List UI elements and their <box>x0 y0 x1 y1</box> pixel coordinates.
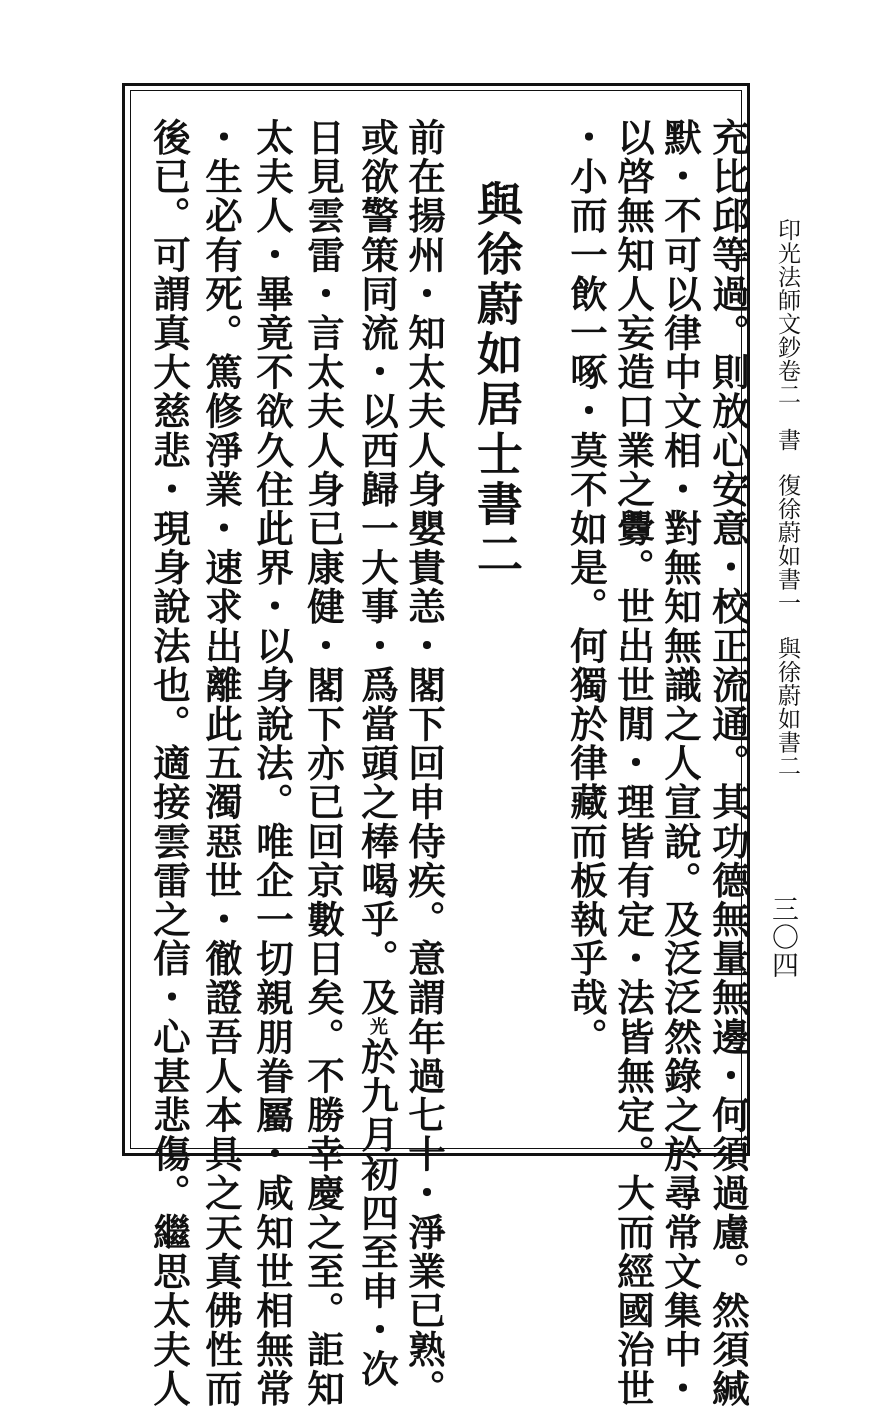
text-column: 日見雲雷・言太夫人身已康健・閣下亦已回京數日矣。不勝幸慶之至。詎知 <box>301 118 345 1408</box>
section-label: 書 <box>774 428 800 452</box>
author-self-reference: 光 <box>367 1017 388 1037</box>
page-number: 三〇四 <box>767 895 798 979</box>
text-column: 默・不可以律中文相・對無知無識之人宣說。及泛泛然錄之於尋常文集中・ <box>658 118 702 1408</box>
text-column: 或欲警策同流・以西歸一大事・爲當頭之棒喝乎。及光於九月初四至申・次 <box>355 118 399 1389</box>
prev-letter-title: 復徐蔚如書一 <box>774 473 800 615</box>
text-column: 後已。可謂真大慈悲・現身說法也。適接雲雷之信・心甚悲傷。繼思太夫人 <box>147 118 191 1408</box>
text-column: 充比邱等過。則放心安意・校正流通。其功德無量無邊・何須過慮。然須緘 <box>706 118 750 1408</box>
running-header <box>768 218 798 778</box>
text-column: 前在揚州・知太夫人身嬰貴恙・閣下回申侍疾。意謂年過七十・淨業已熟。 <box>402 118 446 1408</box>
current-letter-title: 與徐蔚如書二 <box>774 636 800 778</box>
text-column: ・小而一飲一啄・莫不如是。何獨於律藏而板執乎哉。 <box>564 118 608 1057</box>
book-title: 印光法師文鈔卷二 <box>774 218 800 406</box>
text-column: 太夫人・畢竟不欲久住此界・以身說法。唯企一切親朋眷屬・咸知世相無常 <box>250 118 294 1408</box>
text-column: 以啓無知人妄造口業之釁。世出世閒・理皆有定・法皆無定。大而經國治世 <box>611 118 655 1408</box>
letter-title: 與徐蔚如居士書二 <box>470 180 524 580</box>
text-column: ・生必有死。篤修淨業・速求出離此五濁惡世・徹證吾人本具之天真佛性而 <box>199 118 243 1408</box>
